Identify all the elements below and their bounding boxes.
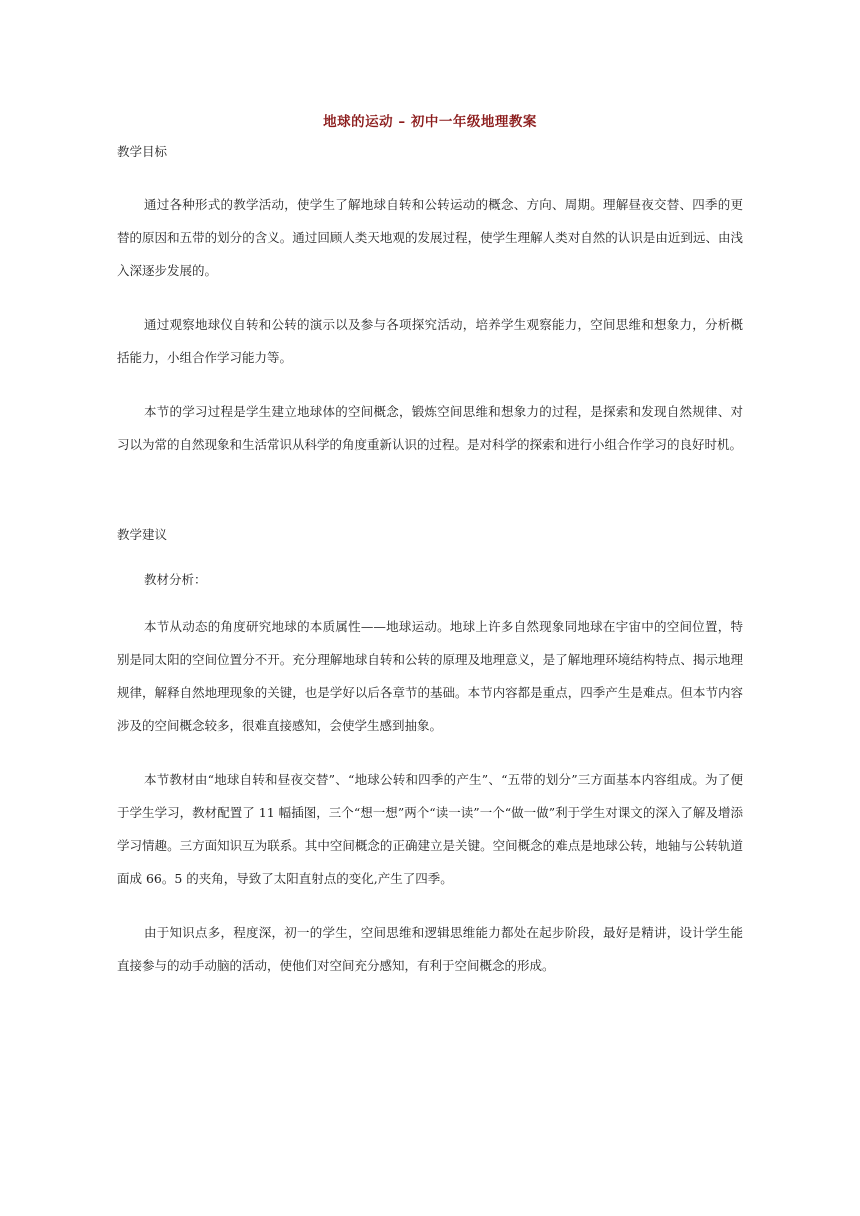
paragraph: 通过观察地球仪自转和公转的演示以及参与各项探究活动，培养学生观察能力，空间思维和想象力，分析概括能力，小组合作学习能力等。: [117, 317, 743, 365]
paragraph: 通过各种形式的教学活动，使学生了解地球自转和公转运动的概念、方向、周期。理解昼夜交替、四季的更替的原因和五带的划分的含义。通过回顾人类天地观的发展过程，使学生理解人类对自然的认识是由近到远、由浅入深逐步发展的。: [117, 197, 743, 278]
section-heading-objectives: 教学目标: [117, 144, 168, 159]
subheading-material-analysis: 教材分析：: [144, 572, 207, 587]
paragraph: 本节从动态的角度研究地球的本质属性——地球运动。地球上许多自然现象同地球在宇宙中的空间位置，特别是同太阳的空间位置分不开。充分理解地球自转和公转的原理及地理意义，是了解地理环境结构特点、揭示地理规律，解释自然地理现象的关键，也是学好以后各章节的基础。本节内容都是重点，四季产生是难点。但本节内容涉及的空间概念较多，很难直接感知，会使学生感到抽象。: [117, 619, 743, 733]
paragraph: 由于知识点多，程度深，初一的学生，空间思维和逻辑思维能力都处在起步阶段，最好是精讲，设计学生能直接参与的动手动脑的活动，使他们对空间充分感知，有利于空间概念的形成。: [117, 925, 743, 973]
document-page: [117, 112, 743, 982]
section-heading-suggestions: 教学建议: [117, 527, 168, 542]
document-title: 地球的运动 – 初中一年级地理教案: [323, 114, 537, 130]
paragraph: 本节教材由“地球自转和昼夜交替”、“地球公转和四季的产生”、“五带的划分”三方面基本内容组成。为了便于学生学习，教材配置了 11 幅插图，三个“想一想”两个“读一读”一个“做一做”利于学生对课文的深入了解及增添学习情趣。三方面知识互为联系。其中空间概念的正确建立是关键。空间概念的难点是地球公转，地轴与公转轨道面成 66。5 的夹角，导致了太阳直射点的变化,产生了四季。: [117, 772, 743, 886]
paragraph: 本节的学习过程是学生建立地球体的空间概念，锻炼空间思维和想象力的过程，是探索和发现自然规律、对习以为常的自然现象和生活常识从科学的角度重新认识的过程。是对科学的探索和进行小组合作学习的良好时机。: [117, 404, 743, 452]
